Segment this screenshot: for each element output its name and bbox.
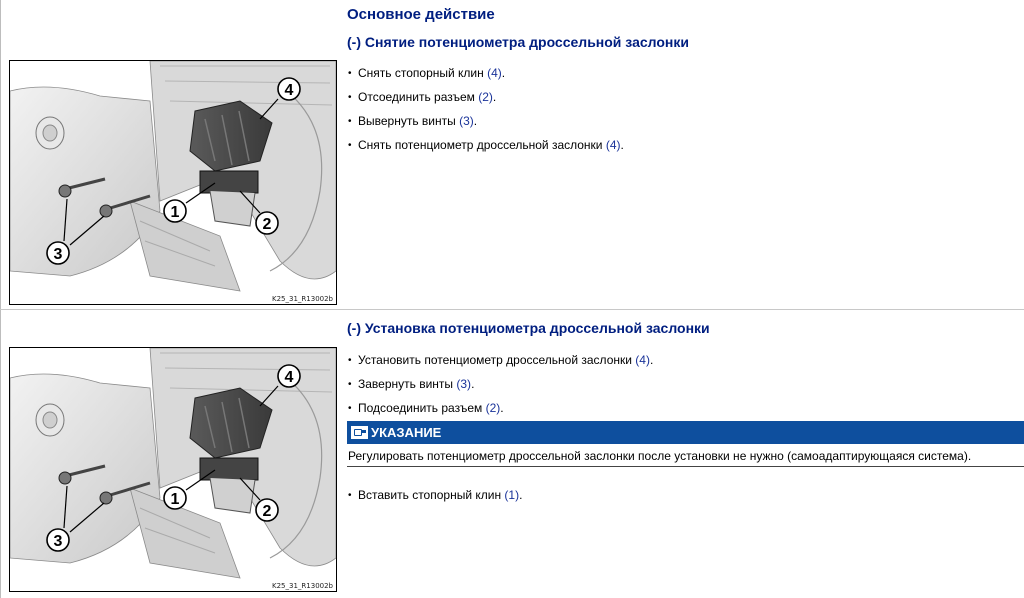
bullet: •: [348, 116, 352, 127]
step-punctuation: .: [500, 401, 504, 415]
bullet: •: [348, 92, 352, 103]
callout-number: 4: [284, 82, 294, 99]
step-item: [348, 114, 624, 138]
bullet: •: [348, 379, 352, 390]
callout-number: 1: [170, 204, 180, 221]
step-reference-link[interactable]: (4): [635, 353, 650, 367]
removal-heading: (-) Снятие потенциометра дроссельной заслонки: [347, 34, 689, 50]
throttle-potentiometer-illustration: [10, 348, 336, 591]
step-punctuation: .: [501, 66, 506, 80]
step-reference-link[interactable]: (4): [487, 66, 502, 80]
step-item: [348, 353, 653, 377]
step-text: Отсоединить разъем: [358, 90, 479, 104]
step-text: Завернуть винты: [358, 377, 457, 391]
section-divider: [0, 309, 1024, 310]
step-item: [348, 90, 624, 114]
step-reference-link[interactable]: (3): [459, 114, 474, 128]
step-punctuation: .: [620, 138, 624, 152]
callout-number: 2: [262, 216, 272, 233]
bullet: •: [348, 403, 352, 414]
callout-number: 3: [53, 533, 63, 550]
step-text: Снять потенциометр дроссельной заслонки: [358, 138, 606, 152]
figure-installation: [9, 347, 337, 592]
note-label: УКАЗАНИЕ: [371, 425, 442, 440]
step-text: Вывернуть винты: [358, 114, 460, 128]
note-icon: [351, 426, 368, 439]
left-border: [0, 0, 1, 598]
step-text: Снять стопорный клин: [358, 66, 488, 80]
step-item: [348, 138, 624, 162]
step-item: [348, 66, 624, 90]
callout-number: 2: [262, 503, 272, 520]
removal-steps: [348, 66, 624, 162]
step-reference-link[interactable]: (2): [478, 90, 493, 104]
step-item: [348, 488, 522, 512]
step-punctuation: .: [471, 377, 475, 391]
callout-number: 1: [170, 491, 180, 508]
bullet: •: [348, 68, 352, 79]
installation-steps: [348, 353, 653, 425]
page-title: Основное действие: [347, 6, 495, 23]
step-punctuation: .: [492, 90, 497, 104]
step-text: Установить потенциометр дроссельной заслонки: [358, 353, 636, 367]
step-item: [348, 377, 653, 401]
figure-caption: K25_31_R13002b: [272, 582, 333, 590]
note-bar: [347, 421, 1024, 444]
step-reference-link[interactable]: (4): [605, 138, 621, 152]
bullet: •: [348, 140, 352, 151]
callout-number: 4: [284, 369, 294, 386]
note-underline: [347, 466, 1024, 467]
bullet: •: [348, 490, 352, 501]
figure-removal: [9, 60, 337, 305]
figure-caption: K25_31_R13002b: [272, 295, 333, 303]
bullet: •: [348, 355, 352, 366]
installation-heading: (-) Установка потенциометра дроссельной заслонки: [347, 320, 710, 336]
step-text: Подсоединить разъем: [358, 401, 486, 415]
throttle-potentiometer-illustration: [10, 61, 336, 304]
step-reference-link[interactable]: (2): [485, 401, 501, 415]
callout-number: 3: [53, 246, 63, 263]
installation-final-steps: [348, 488, 522, 512]
step-punctuation: .: [473, 114, 478, 128]
step-text: Вставить стопорный клин: [358, 488, 505, 502]
step-reference-link[interactable]: (3): [456, 377, 472, 391]
step-reference-link[interactable]: (1): [504, 488, 520, 502]
step-punctuation: .: [519, 488, 523, 502]
note-text: Регулировать потенциометр дроссельной заслонки после установки не нужно (самоадаптирующаяся система).: [348, 449, 972, 463]
step-punctuation: .: [649, 353, 654, 367]
